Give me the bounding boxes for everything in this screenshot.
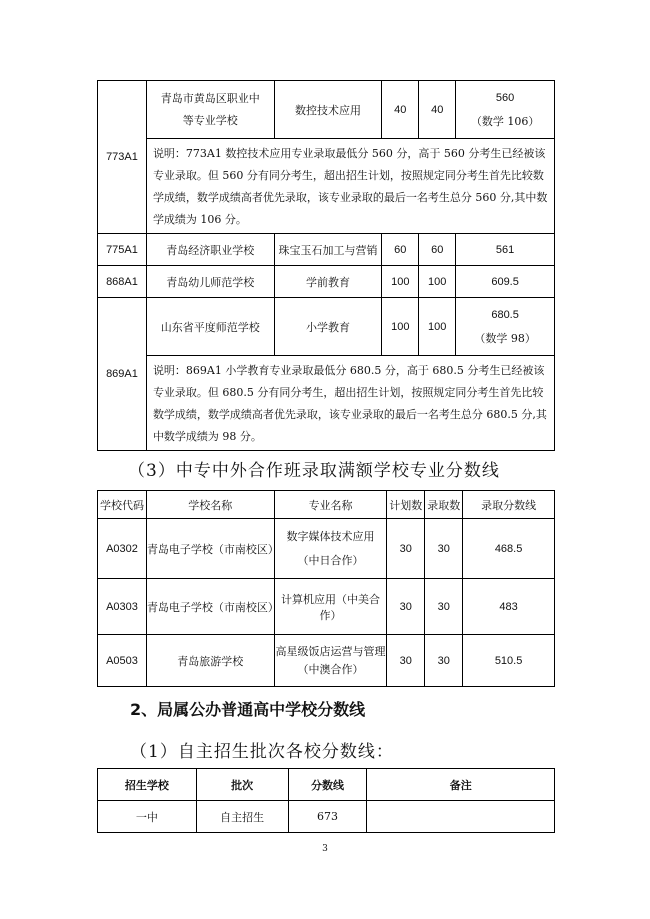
school-name: 一中 <box>98 801 197 833</box>
subsection-heading: （1）自主招生批次各校分数线： <box>130 742 394 762</box>
cutoff-score: 468.5 <box>463 519 555 579</box>
page-number: 3 <box>322 844 328 854</box>
admit-count: 30 <box>425 519 463 579</box>
school-code: A0302 <box>98 519 147 579</box>
school-code: 869A1 <box>98 298 147 451</box>
school-name: 青岛电子学校（市南校区） <box>146 579 274 635</box>
section-heading: （3）中专中外合作班录取满额学校专业分数线 <box>128 461 500 481</box>
major-name: 高星级饭店运营与管理 （中澳合作） <box>274 635 387 687</box>
cutoff-score: 561 <box>456 234 555 266</box>
admission-table-2 <box>97 490 555 687</box>
admit-count: 30 <box>425 579 463 635</box>
header-plan: 计划数 <box>387 491 425 519</box>
section-heading: 2、局属公办普通高中学校分数线 <box>130 700 366 719</box>
batch-name: 自主招生 <box>196 801 288 833</box>
plan-count: 60 <box>382 234 419 266</box>
header-major-name: 专业名称 <box>274 491 387 519</box>
admit-count: 100 <box>419 266 456 298</box>
score-note: （数学 98） <box>474 331 536 345</box>
header-school-code: 学校代码 <box>98 491 147 519</box>
score-note: （数学 106） <box>470 114 540 128</box>
plan-count: 40 <box>382 81 419 139</box>
school-name: 青岛电子学校（市南校区） <box>146 519 274 579</box>
admit-count: 100 <box>419 298 456 356</box>
school-name: 青岛市黄岛区职业中等专业学校 <box>146 81 274 139</box>
admit-count: 60 <box>419 234 456 266</box>
admit-count: 40 <box>419 81 456 139</box>
cutoff-score <box>456 298 555 356</box>
header-score: 录取分数线 <box>463 491 555 519</box>
admit-count: 30 <box>425 635 463 687</box>
school-name: 青岛经济职业学校 <box>146 234 274 266</box>
major-name: 计算机应用（中美合作） <box>274 579 387 635</box>
major-name: 学前教育 <box>274 266 382 298</box>
header-school-name: 学校名称 <box>146 491 274 519</box>
admission-note: 说明：773A1 数控技术应用专业录取最低分 560 分，高于 560 分考生已经被该专业录取。但 560 分有同分考生，超出招生计划，按照规定同分考生首先比较数学成绩，数学成绩高者优先录取，该专业录取的最后一名考生总分 560 分,其中数学成绩为 106 分。 <box>146 139 554 234</box>
header-score: 分数线 <box>288 769 367 801</box>
header-note: 备注 <box>367 769 555 801</box>
school-name: 青岛旅游学校 <box>146 635 274 687</box>
score-value: 680.5 <box>491 308 519 321</box>
school-name: 山东省平度师范学校 <box>146 298 274 356</box>
major-name: 珠宝玉石加工与营销 <box>274 234 382 266</box>
header-school: 招生学校 <box>98 769 197 801</box>
cutoff-score: 609.5 <box>456 266 555 298</box>
major-name: 数字媒体技术应用 （中日合作） <box>274 519 387 579</box>
remark <box>367 801 555 833</box>
header-admit: 录取数 <box>425 491 463 519</box>
cutoff-score: 510.5 <box>463 635 555 687</box>
school-code: 773A1 <box>98 81 147 234</box>
plan-count: 30 <box>387 635 425 687</box>
school-code: 775A1 <box>98 234 147 266</box>
school-code: A0503 <box>98 635 147 687</box>
major-name: 小学教育 <box>274 298 382 356</box>
school-code: 868A1 <box>98 266 147 298</box>
school-name: 青岛幼儿师范学校 <box>146 266 274 298</box>
score-value: 560 <box>495 91 515 104</box>
admission-table-3 <box>97 768 555 833</box>
header-batch: 批次 <box>196 769 288 801</box>
cutoff-score: 483 <box>463 579 555 635</box>
cutoff-score <box>456 81 555 139</box>
plan-count: 100 <box>382 298 419 356</box>
admission-table-1 <box>97 80 555 451</box>
plan-count: 100 <box>382 266 419 298</box>
cutoff-score: 673 <box>288 801 367 833</box>
plan-count: 30 <box>387 519 425 579</box>
plan-count: 30 <box>387 579 425 635</box>
major-name: 数控技术应用 <box>274 81 382 139</box>
school-code: A0303 <box>98 579 147 635</box>
admission-note: 说明：869A1 小学教育专业录取最低分 680.5 分，高于 680.5 分考生已经被该专业录取。但 680.5 分有同分考生，超出招生计划，按照规定同分考生首先比较数学成绩，数学成绩高者优先录取，该专业录取的最后一名考生总分 680.5 分,其中数学成绩为 98 分。 <box>146 356 554 451</box>
